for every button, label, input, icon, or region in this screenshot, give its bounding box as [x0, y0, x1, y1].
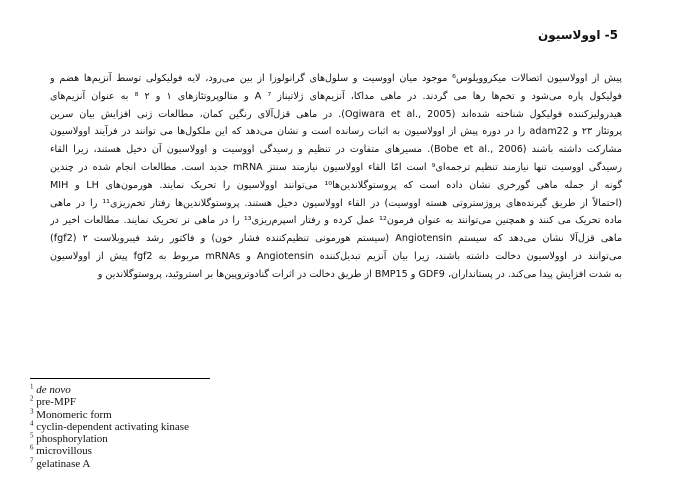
footnote-item [30, 384, 189, 396]
footnote-text: Monomeric form [36, 408, 112, 421]
paragraph-line: ماده تحریک می کنند و همچنین می‌توانند به عنوان فرمون¹² عمل کرده و رفتار اسپرم‌ریزی¹³ را در ماهی نر تحریک نمایند. مطالعات اخیر در [50, 215, 622, 227]
footnote-number: 4 [30, 419, 34, 428]
paragraph-line: می‌توانند در اوولاسیون دخالت داشته باشند، زیرا بیان آنزیم تبدیل‌کننده Angiotensin و mRNAs مربوط به fgf2 پیش از اوولاسیون [50, 250, 622, 262]
paragraph-line: هیدرولیزکننده فولیکول شناخته شده‌اند (Ogiwara et al., 2005). در ماهی قزل‌آلای رنگین کمان، مطالعات ژنی افزایش بیان سرین [50, 108, 622, 120]
paragraph-line: فولیکول پاره می‌شود و تخم‌ها رها می گردند. در ماهی مداکا، آنزیم‌های ژلاتیناز A ⁷ و متالوپروتئازهای ۱ و ۲ ⁸ به عنوان آنزیم‌های [50, 90, 622, 102]
footnote-separator [30, 378, 210, 379]
footnote-item [30, 396, 189, 408]
footnote-text: microvillous [36, 445, 92, 458]
footnote-text: gelatinase A [36, 457, 91, 470]
footnote-item [30, 433, 189, 445]
footnote-number: 2 [30, 394, 34, 403]
paragraph-line: ماهی قزل‌آلا نشان می‌دهد که سیستم Angiotensin (سیستم هورمونی تنظیم‌کننده فشار خون) و فاکتور رشد فیبروبلاست ۲ (fgf2) [50, 233, 622, 245]
footnote-text: cyclin-dependent activating kinase [36, 420, 189, 433]
footnote-number: 5 [30, 431, 34, 440]
section-heading: 5- اوولاسیون [538, 28, 618, 42]
paragraph-line: گونه از جمله ماهی گورخری نشان داده است که پروستوگلاندین‌ها¹⁰ می‌توانند اوولاسیون را تحریک نمایند. هورمون‌های LH و MIH [50, 179, 622, 191]
footnote-text: pre-MPF [36, 396, 76, 409]
footnote-number: 7 [30, 456, 34, 465]
paragraph-line: پروتئاز ۲۳ و adam22 را در دوره پیش از اوولاسیون به اثبات رسانده است و نشان می‌دهد که این ملکول‌ها می توانند در فرآیند اوولاسیون [50, 126, 622, 138]
paragraph-line: پیش از اوولاسیون اتصالات میکروویلوس⁶ موجود میان اووسیت و سلول‌های گرانولوزا از بین می‌رود، لایه فولیکولی توسط آنزیم‌ها هضم و [50, 73, 622, 84]
footnote-item [30, 421, 189, 433]
footnote-item [30, 458, 189, 470]
footnotes [30, 384, 189, 470]
footnote-text: phosphorylation [36, 433, 108, 446]
footnote-number: 1 [30, 382, 34, 391]
footnote-number: 3 [30, 406, 34, 415]
paragraph-line: مشارکت داشته باشند (Bobe et al., 2006). مسیرهای متفاوت در تنظیم و رسیدگی اووسیت و اوولاسیون آن دخیل هستند، زیرا القاء [50, 144, 622, 156]
paragraph-line: رسیدگی اووسیت تنها نیازمند تنظیم ترجمه‌ای⁹ است امّا القاء اوولاسیون نیازمند سنتز mRNA جدید است. مطالعات انجام شده در چندین [50, 161, 622, 173]
paragraph-line: به شدت افزایش پیدا می‌کند. در پستانداران، GDF9 و BMP15 از طریق دخالت در اثرات گنادوتروپین‌ها بر استروئید، پروستوگلاندین و [97, 268, 622, 280]
footnote-item [30, 445, 189, 457]
paragraph-line: (احتمالاً از طریق گیرنده‌های پروژستروتی هسته اووسیت) در القاء اوولاسیون دخیل هستند. پروستوگلاندین‌ها رفتار تخم‌ریزی¹¹ را در ماهی [50, 197, 622, 209]
body-paragraph [50, 70, 622, 284]
footnote-item [30, 406, 189, 421]
footnote-number: 6 [30, 443, 34, 452]
footnote-text: de novo [36, 384, 71, 396]
